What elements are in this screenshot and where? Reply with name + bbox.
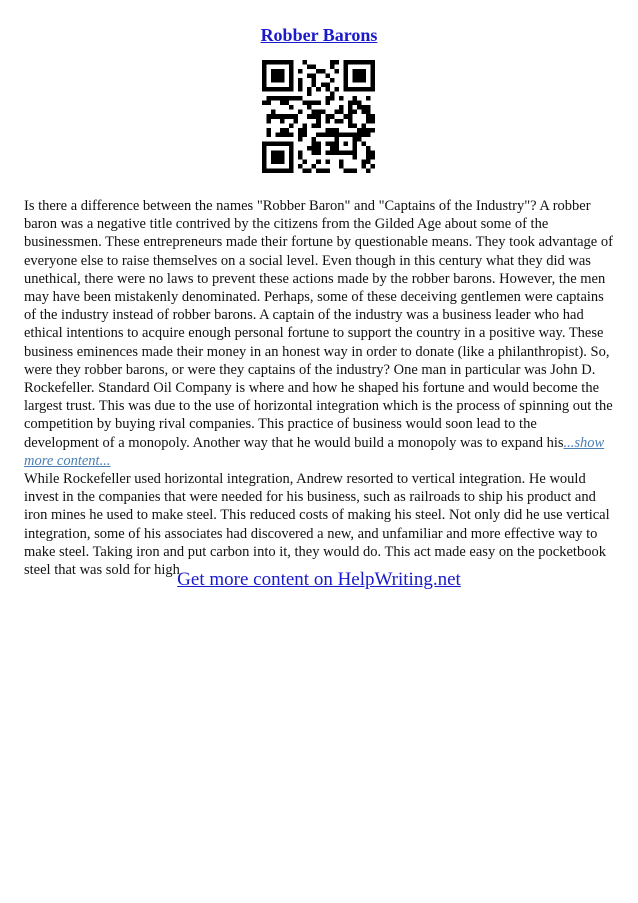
qr-module — [271, 60, 276, 65]
footer — [0, 568, 638, 592]
qr-module — [316, 101, 321, 106]
qr-module — [303, 128, 308, 133]
qr-module — [312, 110, 317, 115]
qr-module — [343, 132, 348, 137]
qr-module — [348, 132, 353, 137]
qr-module — [298, 87, 303, 92]
qr-module — [271, 114, 276, 119]
qr-module — [325, 87, 330, 92]
qr-module — [262, 87, 267, 92]
qr-module — [339, 164, 344, 169]
qr-module — [325, 114, 330, 119]
qr-module — [370, 128, 375, 133]
qr-module — [330, 60, 335, 65]
qr-module — [366, 168, 371, 173]
qr-module — [280, 87, 285, 92]
qr-module — [312, 74, 317, 79]
qr-module — [325, 150, 330, 155]
qr-module — [361, 78, 366, 83]
qr-module — [343, 78, 348, 83]
qr-module — [357, 137, 362, 142]
qr-module — [262, 101, 267, 106]
qr-module — [366, 128, 371, 133]
qr-module — [312, 137, 317, 142]
qr-module — [303, 101, 308, 106]
qr-module — [325, 96, 330, 101]
qr-module — [298, 69, 303, 74]
qr-module — [352, 146, 357, 151]
qr-module — [267, 132, 272, 137]
qr-module — [280, 132, 285, 137]
qr-module — [289, 96, 294, 101]
qr-module — [343, 168, 348, 173]
qr-module — [298, 155, 303, 160]
qr-module — [330, 141, 335, 146]
qr-module — [334, 137, 339, 142]
qr-module — [312, 101, 317, 106]
qr-module — [276, 150, 281, 155]
qr-module — [276, 159, 281, 164]
qr-module — [276, 69, 281, 74]
qr-module — [325, 74, 330, 79]
qr-module — [370, 83, 375, 88]
qr-module — [361, 123, 366, 128]
qr-module — [276, 132, 281, 137]
qr-module — [334, 141, 339, 146]
qr-module — [352, 74, 357, 79]
qr-module — [361, 110, 366, 115]
qr-module — [289, 69, 294, 74]
qr-module — [267, 96, 272, 101]
qr-module — [361, 105, 366, 110]
qr-module — [276, 87, 281, 92]
qr-module — [303, 123, 308, 128]
qr-module — [289, 150, 294, 155]
qr-module — [267, 114, 272, 119]
qr-module — [271, 74, 276, 79]
qr-module — [298, 78, 303, 83]
qr-module — [330, 128, 335, 133]
qr-module — [303, 159, 308, 164]
qr-module — [262, 65, 267, 70]
qr-module — [285, 101, 290, 106]
qr-module — [352, 69, 357, 74]
qr-module — [289, 155, 294, 160]
qr-module — [271, 110, 276, 115]
qr-module — [280, 119, 285, 124]
qr-module — [276, 155, 281, 160]
qr-module — [334, 69, 339, 74]
qr-module — [325, 141, 330, 146]
qr-module — [276, 60, 281, 65]
qr-module — [285, 168, 290, 173]
qr-module — [312, 146, 317, 151]
qr-module — [357, 74, 362, 79]
qr-module — [325, 83, 330, 88]
page-title — [0, 24, 638, 46]
qr-module — [276, 96, 281, 101]
qr-module — [276, 168, 281, 173]
qr-module — [352, 110, 357, 115]
qr-module — [330, 65, 335, 70]
qr-module — [289, 164, 294, 169]
qr-module — [370, 164, 375, 169]
qr-module — [352, 96, 357, 101]
qr-module — [352, 155, 357, 160]
qr-module — [312, 141, 317, 146]
qr-module — [262, 74, 267, 79]
qr-module — [370, 78, 375, 83]
qr-module — [294, 96, 299, 101]
qr-module — [280, 96, 285, 101]
qr-module — [339, 119, 344, 124]
qr-module — [280, 159, 285, 164]
qr-module — [312, 123, 317, 128]
qr-module — [348, 150, 353, 155]
qr-module — [262, 146, 267, 151]
qr-module — [366, 155, 371, 160]
qr-module — [271, 159, 276, 164]
qr-module — [361, 74, 366, 79]
qr-module — [303, 132, 308, 137]
qr-module — [325, 159, 330, 164]
qr-module — [298, 110, 303, 115]
qr-module — [289, 159, 294, 164]
qr-module — [348, 87, 353, 92]
qr-module — [343, 69, 348, 74]
qr-module — [267, 101, 272, 106]
qr-module — [330, 114, 335, 119]
qr-module — [330, 92, 335, 97]
qr-module — [366, 110, 371, 115]
qr-module — [370, 150, 375, 155]
qr-module — [271, 155, 276, 160]
qr-module — [307, 114, 312, 119]
qr-module — [267, 87, 272, 92]
qr-module — [330, 132, 335, 137]
qr-module — [316, 114, 321, 119]
helpwriting-link[interactable]: Get more content on HelpWriting.net — [177, 569, 461, 590]
qr-module — [276, 78, 281, 83]
qr-module — [307, 74, 312, 79]
qr-module — [271, 87, 276, 92]
qr-module — [262, 159, 267, 164]
qr-module — [262, 155, 267, 160]
qr-module — [262, 83, 267, 88]
qr-module — [271, 168, 276, 173]
qr-module — [276, 141, 281, 146]
qr-module — [267, 168, 272, 173]
qr-module — [280, 150, 285, 155]
title-link[interactable]: Robber Barons — [260, 25, 378, 45]
qr-module — [276, 114, 281, 119]
qr-module — [334, 132, 339, 137]
qr-module — [361, 132, 366, 137]
qr-module — [262, 168, 267, 173]
qr-module — [289, 65, 294, 70]
qr-module — [334, 128, 339, 133]
qr-module — [289, 60, 294, 65]
qr-module — [370, 87, 375, 92]
qr-module — [262, 141, 267, 146]
qr-module — [285, 96, 290, 101]
qr-module — [316, 132, 321, 137]
qr-module — [348, 119, 353, 124]
qr-module — [285, 141, 290, 146]
qr-module — [289, 114, 294, 119]
qr-module — [352, 60, 357, 65]
qr-module — [298, 128, 303, 133]
qr-module — [357, 87, 362, 92]
qr-module — [307, 65, 312, 70]
qr-module — [348, 60, 353, 65]
qr-module — [289, 87, 294, 92]
qr-module — [280, 114, 285, 119]
qr-module — [285, 60, 290, 65]
qr-module — [334, 60, 339, 65]
qr-module — [348, 110, 353, 115]
qr-module — [307, 168, 312, 173]
qr-module — [316, 123, 321, 128]
qr-module — [339, 132, 344, 137]
qr-module — [343, 83, 348, 88]
article-body — [24, 197, 614, 579]
qr-module — [298, 96, 303, 101]
qr-module — [366, 114, 371, 119]
qr-module — [316, 110, 321, 115]
qr-module — [357, 78, 362, 83]
qr-module — [352, 137, 357, 142]
qr-module — [370, 74, 375, 79]
qr-module — [289, 132, 294, 137]
qr-module — [361, 128, 366, 133]
qr-module — [321, 110, 326, 115]
qr-module — [285, 128, 290, 133]
qr-module — [370, 119, 375, 124]
paragraph-1-text: Is there a difference between the names "Robber Baron" and "Captains of the Industry"? A robber baron was a negative title contrived by the citizens from the Gilded Age about some of the businessmen. These entrepreneurs made their fortune by questionable means. They took advantage of everyone else to raise themselves on a social level. Even though in this century what they did was unethical, there were no laws to prevent these actions made by the robber barons. However, the men may have been mistakenly denominated. Perhaps, some of these deceiving gentlemen were captains of the industry instead of robber barons. A captain of the industry was a business leader who had ethical intentions to acquire enough personal fortune to support the country in a positive way. These business eminences made their money in an honest way in order to donate (like a philanthropist). So, were they robber barons, or were they captains of the industry? One man in particular was John D. Rockefeller. Standard Oil Company is where and how he shaped his fortune and would become the largest trust. This was due to the use of horizontal integration which is the process of spinning out the competition by buying rival companies. This practice of business would soon lead to the development of a monopoly. Another way that he would build a monopoly was to expand his — [24, 198, 613, 451]
qr-module — [280, 101, 285, 106]
qr-module — [366, 60, 371, 65]
qr-module — [294, 119, 299, 124]
qr-module — [343, 150, 348, 155]
qr-module — [289, 105, 294, 110]
qr-module — [366, 146, 371, 151]
qr-module — [262, 164, 267, 169]
qr-module — [348, 123, 353, 128]
qr-module — [271, 96, 276, 101]
qr-module — [339, 150, 344, 155]
qr-module — [343, 60, 348, 65]
qr-module — [280, 168, 285, 173]
qr-module — [339, 159, 344, 164]
qr-module — [262, 150, 267, 155]
qr-module — [352, 150, 357, 155]
qr-module — [280, 69, 285, 74]
qr-module — [357, 60, 362, 65]
qr-module — [330, 78, 335, 83]
qr-module — [361, 69, 366, 74]
qr-module — [361, 159, 366, 164]
qr-module — [307, 105, 312, 110]
qr-module — [348, 114, 353, 119]
qr-module — [316, 150, 321, 155]
qr-module — [343, 141, 348, 146]
qr-module — [321, 132, 326, 137]
qr-module — [339, 105, 344, 110]
qr-module — [316, 141, 321, 146]
qr-module — [366, 159, 371, 164]
qr-module — [271, 141, 276, 146]
qr-module — [298, 83, 303, 88]
qr-module — [312, 164, 317, 169]
qr-module — [285, 87, 290, 92]
qr-module — [330, 150, 335, 155]
show-more-link[interactable]: ...show more content... — [24, 434, 605, 469]
qr-module — [316, 69, 321, 74]
qr-module — [357, 128, 362, 133]
qr-module — [312, 150, 317, 155]
qr-module — [325, 168, 330, 173]
qr-module — [366, 132, 371, 137]
qr-module — [271, 150, 276, 155]
qr-module — [307, 146, 312, 151]
qr-module — [357, 101, 362, 106]
qr-module — [339, 96, 344, 101]
qr-module — [352, 87, 357, 92]
qr-module — [280, 128, 285, 133]
qr-module — [334, 150, 339, 155]
qr-module — [357, 132, 362, 137]
qr-module — [271, 78, 276, 83]
qr-module — [352, 141, 357, 146]
qr-module — [316, 87, 321, 92]
qr-module — [316, 119, 321, 124]
paragraph-2: While Rockefeller used horizontal integration, Andrew resorted to vertical integration. He would invest in the companies that were needed for his business, such as railroads to ship his product and iron mines he used to make steel. This reduced costs of making his steel. Not only did he use vertical integration, some of his associates had discovered a new, and unfamiliar and more effective way to make steel. Taking iron and put carbon into it, they would do. This act made easy on the pocketbook steel that was sold for high — [24, 471, 610, 579]
qr-module — [352, 101, 357, 106]
qr-module — [357, 105, 362, 110]
qr-module — [289, 123, 294, 128]
qr-module — [339, 110, 344, 115]
qr-module — [361, 87, 366, 92]
qr-module — [321, 69, 326, 74]
qr-module — [312, 114, 317, 119]
qr-module — [370, 69, 375, 74]
qr-module — [312, 78, 317, 83]
qr-module — [343, 65, 348, 70]
qr-module — [325, 132, 330, 137]
qr-module — [352, 123, 357, 128]
qr-code-icon — [262, 60, 375, 173]
qr-module — [370, 114, 375, 119]
qr-module — [325, 128, 330, 133]
qr-module — [307, 92, 312, 97]
qr-module — [289, 78, 294, 83]
qr-module — [267, 119, 272, 124]
qr-module — [366, 150, 371, 155]
qr-module — [280, 141, 285, 146]
qr-module — [334, 119, 339, 124]
qr-module — [298, 137, 303, 142]
qr-module — [325, 101, 330, 106]
qr-module — [352, 168, 357, 173]
qr-module — [285, 114, 290, 119]
qr-module — [348, 168, 353, 173]
qr-module — [343, 87, 348, 92]
qr-module — [280, 78, 285, 83]
qr-module — [289, 168, 294, 173]
qr-module — [298, 132, 303, 137]
paragraph-1 — [24, 197, 614, 470]
qr-module — [280, 60, 285, 65]
qr-module — [366, 96, 371, 101]
qr-module — [348, 101, 353, 106]
qr-module — [330, 146, 335, 151]
qr-module — [316, 146, 321, 151]
qr-module — [262, 78, 267, 83]
qr-module — [334, 110, 339, 115]
qr-module — [312, 65, 317, 70]
qr-module — [303, 168, 308, 173]
qr-module — [285, 132, 290, 137]
qr-module — [307, 87, 312, 92]
qr-module — [289, 83, 294, 88]
qr-module — [316, 159, 321, 164]
qr-module — [361, 60, 366, 65]
qr-module — [321, 168, 326, 173]
qr-module — [262, 60, 267, 65]
qr-module — [343, 74, 348, 79]
qr-module — [316, 168, 321, 173]
qr-module — [303, 60, 308, 65]
qr-module — [271, 69, 276, 74]
qr-module — [280, 74, 285, 79]
qr-module — [357, 69, 362, 74]
qr-module — [334, 87, 339, 92]
qr-module — [298, 164, 303, 169]
qr-module — [312, 83, 317, 88]
qr-module — [361, 141, 366, 146]
qr-module — [343, 114, 348, 119]
qr-module — [370, 155, 375, 160]
qr-module — [352, 78, 357, 83]
qr-module — [348, 105, 353, 110]
qr-module — [370, 60, 375, 65]
qr-module — [361, 164, 366, 169]
qr-module — [298, 150, 303, 155]
qr-module — [352, 132, 357, 137]
qr-module — [366, 87, 371, 92]
qr-module — [262, 69, 267, 74]
qr-module — [366, 105, 371, 110]
qr-module — [366, 119, 371, 124]
qr-module — [370, 65, 375, 70]
qr-module — [267, 60, 272, 65]
qr-module — [267, 141, 272, 146]
qr-module — [276, 74, 281, 79]
qr-module — [267, 128, 272, 133]
qr-module — [294, 114, 299, 119]
qr-module — [334, 146, 339, 151]
qr-module — [289, 146, 294, 151]
qr-module — [280, 155, 285, 160]
qr-module — [330, 96, 335, 101]
qr-module — [321, 83, 326, 88]
qr-module — [307, 101, 312, 106]
qr-module — [325, 119, 330, 124]
qr-module — [289, 74, 294, 79]
qr-module — [289, 141, 294, 146]
